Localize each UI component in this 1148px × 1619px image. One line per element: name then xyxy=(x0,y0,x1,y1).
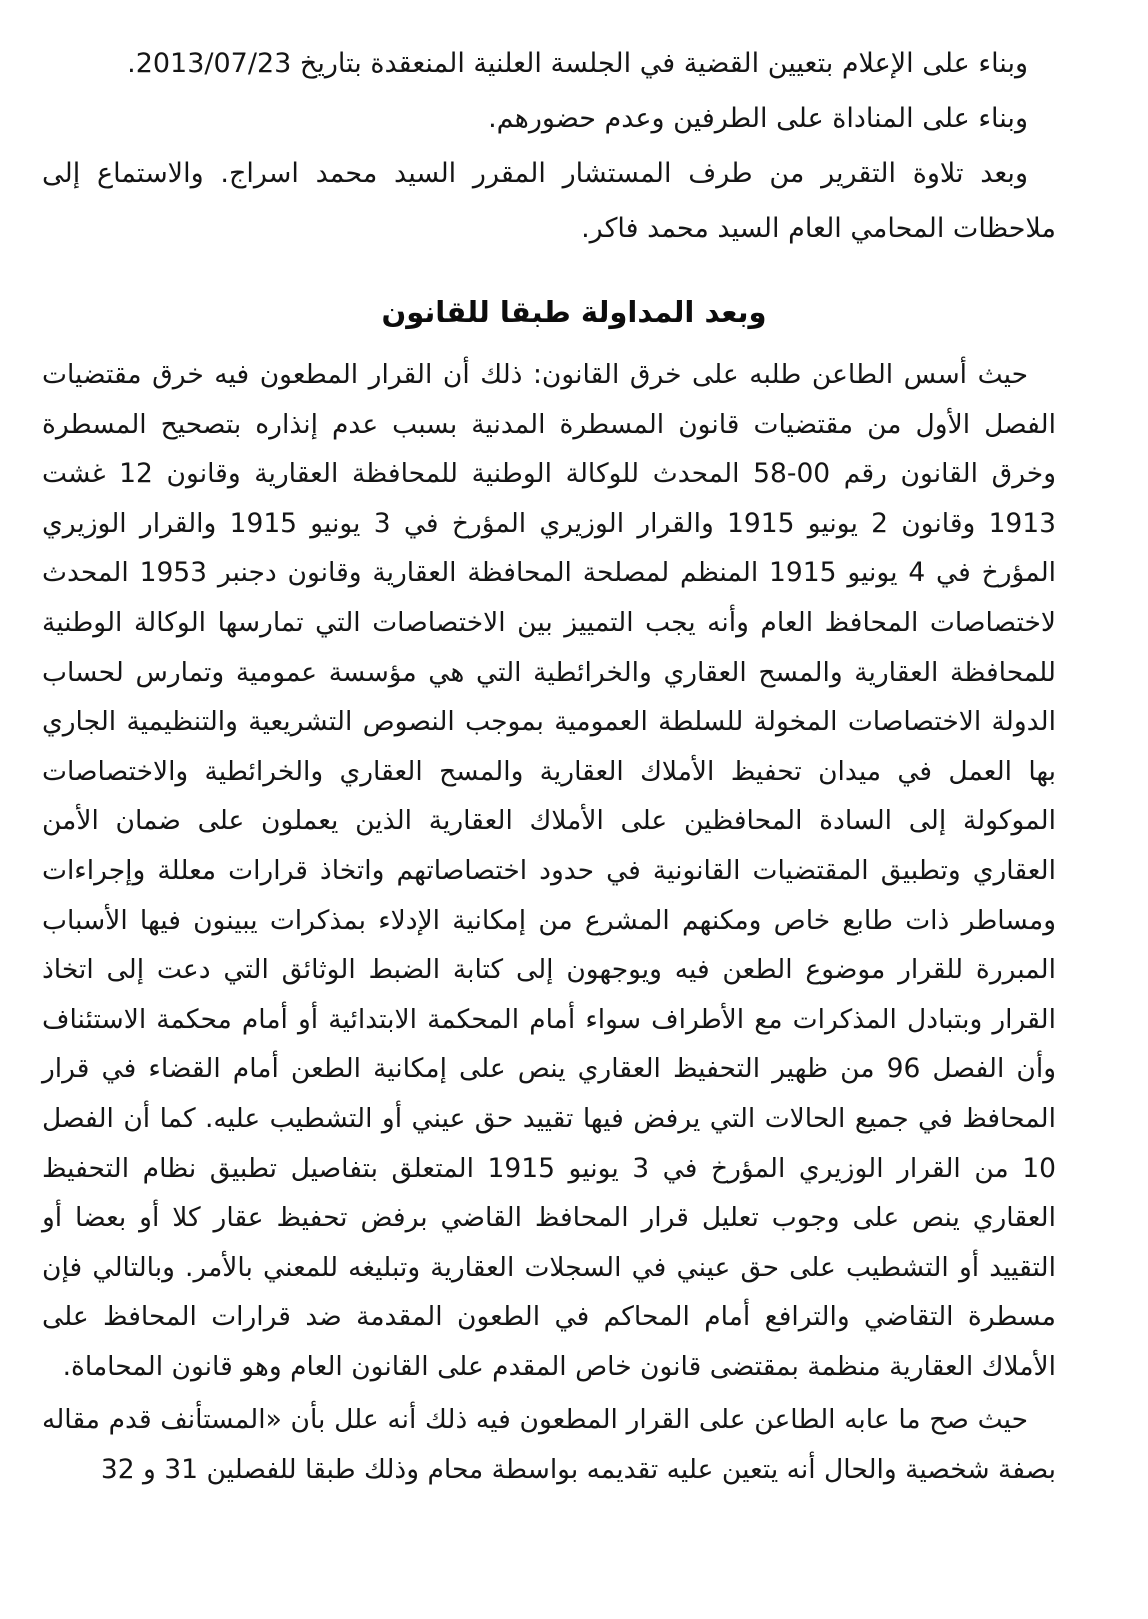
section-heading: وبعد المداولة طبقا للقانون xyxy=(381,295,767,329)
body-section xyxy=(42,350,1056,1391)
body-paragraph-grounds: حيث أسس الطاعن طلبه على خرق القانون: ذلك أن القرار المطعون فيه خرق مقتضيات الفصل الأول من مقتضيات قانون المسطرة المدنية بسبب عدم إنذاره بتصحيح المسطرة وخرق القانون رقم 00-58 المحدث للوكالة الوطنية للمحافظة العقارية وقانون 12 غشت 1913 وقانون 2 يونيو 1915 والقرار الوزيري المؤرخ في 3 يونيو 1915 والقرار الوزيري المؤرخ في 4 يونيو 1915 المنظم لمصلحة المحافظة العقارية وقانون دجنبر 1953 المحدث لاختصاصات المحافظ العام وأنه يجب التمييز بين الاختصاصات التي تمارسها الوكالة الوطنية للمحافظة العقارية والمسح العقاري والخرائطية التي هي مؤسسة عمومية وتمارس لحساب الدولة الاختصاصات المخولة للسلطة العمومية بموجب النصوص التشريعية والتنظيمية الجاري بها العمل في ميدان تحفيظ الأملاك العقارية والمسح العقاري والخرائطية والاختصاصات الموكولة إلى السادة المحافظين على الأملاك العقارية الذين يعملون على ضمان الأمن العقاري وتطبيق المقتضيات القانونية في حدود اختصاصاتهم واتخاذ قرارات معللة وإجراءات ومساطر ذات طابع خاص ومكنهم المشرع من إمكانية الإدلاء بمذكرات يبينون فيها الأسباب المبررة للقرار موضوع الطعن فيه ويوجهون إلى كتابة الضبط الوثائق التي دعت إلى اتخاذ القرار وبتبادل المذكرات مع الأطراف سواء أمام المحكمة الابتدائية أو أمام محكمة الاستئناف وأن الفصل 96 من ظهير التحفيظ العقاري ينص على إمكانية الطعن أمام القضاء في قرار المحافظ في جميع الحالات التي يرفض فيها تقييد حق عيني أو التشطيب عليه. كما أن الفصل 10 من القرار الوزيري المؤرخ في 3 يونيو 1915 المتعلق بتفاصيل تطبيق نظام التحفيظ العقاري ينص على وجوب تعليل قرار المحافظ القاضي برفض تحفيظ عقار كلا أو بعضا أو التقييد أو التشطيب على حق عيني في السجلات العقارية وتبليغه للمعني بالأمر. وبالتالي فإن مسطرة التقاضي والترافع أمام المحاكم في الطعون المقدمة ضد قرارات المحافظ على الأملاك العقارية منظمة بمقتضى قانون خاص المقدم على القانون العام وهو قانون المحاماة. xyxy=(42,359,1057,1382)
intro-paragraph-report: وبعد تلاوة التقرير من طرف المستشار المقرر السيد محمد اسراج. والاستماع إلى ملاحظات المحامي العام السيد محمد فاكر. xyxy=(42,158,1056,244)
intro-section xyxy=(42,36,1056,256)
intro-line-hearing-date: وبناء على الإعلام بتعيين القضية في الجلسة العلنية المنعقدة بتاريخ 2013/07/23. xyxy=(127,48,1028,79)
body-paragraph-ruling: حيث صح ما عابه الطاعن على القرار المطعون فيه ذلك أنه علل بأن «المستأنف قدم مقاله بصفة شخصية والحال أنه يتعين عليه تقديمه بواسطة محام وذلك طبقا للفصلين 31 و 32 xyxy=(42,1404,1056,1485)
intro-line-summons: وبناء على المناداة على الطرفين وعدم حضورهم. xyxy=(488,103,1028,134)
body-section-continued xyxy=(42,1395,1056,1494)
